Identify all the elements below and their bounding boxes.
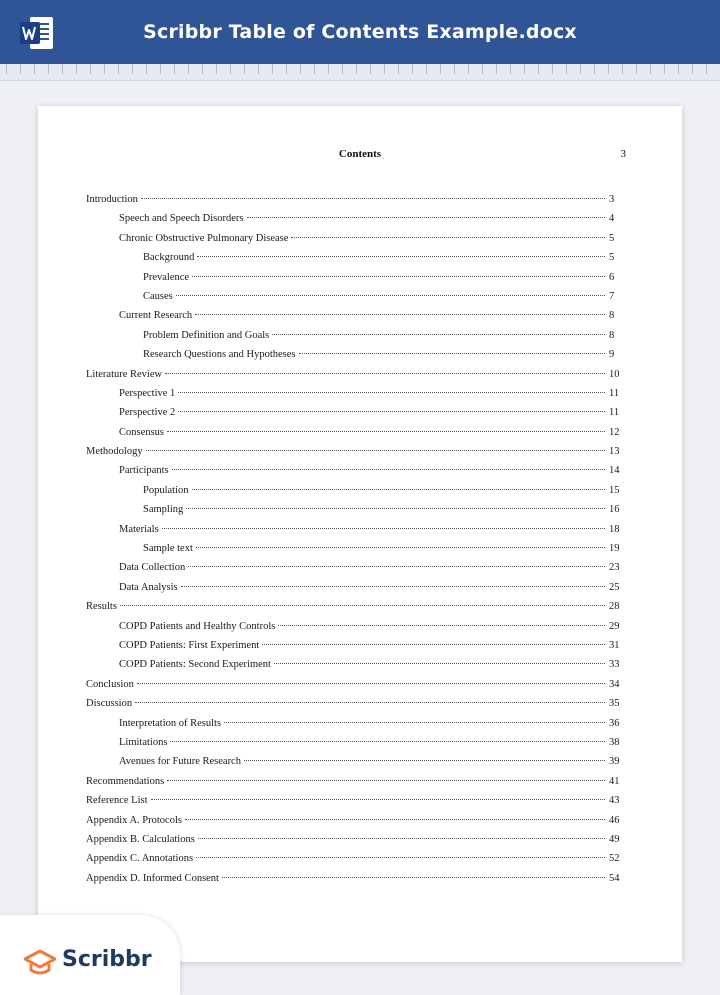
toc-entry[interactable]	[86, 310, 625, 329]
toc-entry-page: 35	[609, 698, 620, 710]
toc-dot-leader	[198, 838, 605, 839]
toc-entry[interactable]	[86, 718, 625, 737]
toc-dot-leader	[151, 799, 605, 800]
toc-dot-leader	[192, 276, 605, 277]
toc-dot-leader	[186, 508, 605, 509]
toc-entry-label: Conclusion	[86, 678, 134, 690]
toc-dot-leader	[181, 586, 605, 587]
toc-entry-page: 54	[609, 872, 620, 884]
toc-dot-leader	[135, 702, 605, 703]
toc-dot-leader	[222, 877, 605, 878]
toc-entry[interactable]	[86, 465, 625, 484]
toc-entry-page: 11	[609, 407, 620, 419]
toc-entry[interactable]	[86, 407, 625, 426]
toc-dot-leader	[196, 547, 605, 548]
toc-entry-page: 5	[609, 252, 615, 264]
toc-dot-leader	[167, 431, 605, 432]
toc-entry-label: Materials	[119, 523, 159, 535]
toc-dot-leader	[172, 469, 605, 470]
toc-entry-label: Recommendations	[86, 775, 165, 787]
toc-entry-label: Results	[86, 601, 117, 613]
toc-entry-label: Discussion	[86, 698, 133, 710]
toc-entry[interactable]	[86, 446, 625, 465]
toc-entry-label: Sample text	[143, 543, 193, 555]
toc-entry-page: 52	[609, 853, 620, 865]
toc-entry-page: 6	[609, 271, 615, 283]
toc-entry-label: Limitations	[119, 736, 168, 748]
toc-entry-page: 46	[609, 814, 620, 826]
ruler	[0, 64, 720, 81]
toc-entry[interactable]	[86, 369, 625, 388]
toc-heading-page: 3	[620, 148, 626, 160]
toc-entry-page: 8	[609, 310, 615, 322]
toc-entry-label: Avenues for Future Research	[119, 756, 241, 768]
toc-entry-page: 14	[609, 465, 620, 477]
toc-entry[interactable]	[86, 194, 625, 213]
toc-entry-page: 9	[609, 349, 615, 361]
toc-entry[interactable]	[86, 679, 625, 698]
toc-list	[86, 194, 625, 892]
toc-entry-page: 29	[609, 620, 620, 632]
toc-entry[interactable]	[86, 621, 625, 640]
toc-dot-leader	[262, 644, 605, 645]
toc-entry[interactable]	[86, 252, 625, 271]
toc-entry[interactable]	[86, 330, 625, 349]
toc-dot-leader	[185, 819, 605, 820]
toc-dot-leader	[162, 528, 605, 529]
toc-dot-leader	[178, 392, 605, 393]
toc-entry[interactable]	[86, 582, 625, 601]
title-bar	[0, 0, 720, 64]
toc-dot-leader	[188, 566, 605, 567]
toc-entry-label: Problem Definition and Goals	[143, 329, 270, 341]
toc-entry-page: 28	[609, 601, 620, 613]
toc-entry[interactable]	[86, 291, 625, 310]
toc-entry[interactable]	[86, 562, 625, 581]
toc-entry[interactable]	[86, 698, 625, 717]
toc-entry-label: Consensus	[119, 426, 164, 438]
toc-entry[interactable]	[86, 543, 625, 562]
toc-dot-leader	[176, 295, 605, 296]
toc-dot-leader	[299, 353, 605, 354]
toc-entry[interactable]	[86, 272, 625, 291]
toc-entry[interactable]	[86, 388, 625, 407]
toc-entry[interactable]	[86, 640, 625, 659]
toc-entry[interactable]	[86, 233, 625, 252]
toc-entry-label: Interpretation of Results	[119, 717, 222, 729]
toc-entry-label: Chronic Obstructive Pulmonary Disease	[119, 232, 289, 244]
toc-entry-label: Current Research	[119, 310, 193, 322]
toc-entry-page: 38	[609, 736, 620, 748]
toc-entry-label: Data Analysis	[119, 581, 178, 593]
toc-entry[interactable]	[86, 795, 625, 814]
toc-entry-label: Perspective 2	[119, 407, 176, 419]
toc-dot-leader	[196, 857, 605, 858]
toc-entry-label: Speech and Speech Disorders	[119, 213, 244, 225]
toc-entry[interactable]	[86, 601, 625, 620]
toc-entry-page: 4	[609, 213, 615, 225]
toc-entry-label: Causes	[143, 290, 173, 302]
toc-entry-label: Appendix A. Protocols	[86, 814, 182, 826]
toc-dot-leader	[137, 683, 605, 684]
toc-dot-leader	[244, 760, 605, 761]
toc-entry-label: Background	[143, 252, 195, 264]
toc-dot-leader	[170, 741, 605, 742]
document-page	[38, 106, 682, 962]
scribbr-logo-icon	[24, 949, 56, 977]
toc-entry-page: 41	[609, 775, 620, 787]
toc-header	[38, 146, 682, 166]
toc-dot-leader	[291, 237, 605, 238]
toc-entry-page: 13	[609, 446, 620, 458]
toc-entry[interactable]	[86, 776, 625, 795]
toc-dot-leader	[120, 605, 605, 606]
toc-dot-leader	[247, 217, 605, 218]
toc-entry-page: 39	[609, 756, 620, 768]
toc-heading: Contents	[338, 148, 382, 160]
toc-entry-label: COPD Patients: Second Experiment	[119, 659, 271, 671]
toc-dot-leader	[165, 373, 605, 374]
toc-dot-leader	[192, 489, 605, 490]
toc-entry-label: Appendix C. Annotations	[86, 853, 194, 865]
toc-entry-label: Perspective 1	[119, 387, 176, 399]
toc-entry-page: 33	[609, 659, 620, 671]
toc-entry-label: Appendix B. Calculations	[86, 833, 195, 845]
toc-entry-page: 31	[609, 639, 620, 651]
toc-entry-page: 19	[609, 543, 620, 555]
toc-dot-leader	[146, 450, 605, 451]
toc-entry[interactable]	[86, 873, 625, 892]
toc-entry[interactable]	[86, 349, 625, 368]
toc-entry-page: 25	[609, 581, 620, 593]
toc-dot-leader	[195, 314, 605, 315]
toc-entry[interactable]	[86, 524, 625, 543]
toc-dot-leader	[274, 663, 605, 664]
toc-dot-leader	[167, 780, 605, 781]
toc-dot-leader	[178, 411, 605, 412]
toc-dot-leader	[278, 625, 605, 626]
toc-entry-page: 18	[609, 523, 620, 535]
toc-entry[interactable]	[86, 213, 625, 232]
toc-entry-label: COPD Patients and Healthy Controls	[119, 620, 276, 632]
window-title: Scribbr Table of Contents Example.docx	[143, 21, 577, 43]
toc-entry-label: Reference List	[86, 795, 148, 807]
toc-entry-page: 7	[609, 290, 615, 302]
toc-entry-page: 49	[609, 833, 620, 845]
toc-entry-label: Methodology	[86, 446, 143, 458]
toc-entry-page: 36	[609, 717, 620, 729]
toc-entry[interactable]	[86, 737, 625, 756]
toc-entry-page: 15	[609, 484, 620, 496]
toc-entry-label: COPD Patients: First Experiment	[119, 639, 260, 651]
toc-dot-leader	[141, 198, 605, 199]
toc-entry-label: Prevalence	[143, 271, 190, 283]
toc-entry[interactable]	[86, 853, 625, 872]
toc-entry-page: 34	[609, 678, 620, 690]
toc-entry-label: Population	[143, 484, 189, 496]
toc-entry[interactable]	[86, 834, 625, 853]
brand-badge	[0, 915, 180, 995]
toc-dot-leader	[224, 722, 605, 723]
toc-entry-label: Literature Review	[86, 368, 163, 380]
toc-entry-page: 5	[609, 232, 615, 244]
toc-entry-page: 23	[609, 562, 620, 574]
toc-entry-page: 12	[609, 426, 620, 438]
toc-entry[interactable]	[86, 485, 625, 504]
toc-entry-label: Introduction	[86, 194, 138, 205]
toc-entry[interactable]	[86, 504, 625, 523]
toc-entry[interactable]	[86, 427, 625, 446]
toc-entry[interactable]	[86, 815, 625, 834]
toc-entry-page: 8	[609, 329, 615, 341]
toc-dot-leader	[272, 334, 605, 335]
toc-entry-page: 3	[609, 194, 615, 205]
toc-entry-page: 16	[609, 504, 620, 516]
toc-entry-label: Appendix D. Informed Consent	[86, 872, 219, 884]
word-icon	[18, 14, 56, 52]
toc-entry-page: 10	[609, 368, 620, 380]
brand-name: Scribbr	[62, 947, 152, 972]
toc-entry-label: Research Questions and Hypotheses	[143, 349, 296, 361]
toc-entry[interactable]	[86, 659, 625, 678]
toc-entry-label: Sampling	[143, 504, 184, 516]
toc-dot-leader	[197, 256, 605, 257]
toc-entry[interactable]	[86, 756, 625, 775]
toc-entry-label: Participants	[119, 465, 169, 477]
toc-entry-label: Data Collection	[119, 562, 186, 574]
toc-entry-page: 11	[609, 387, 620, 399]
toc-entry-page: 43	[609, 795, 620, 807]
